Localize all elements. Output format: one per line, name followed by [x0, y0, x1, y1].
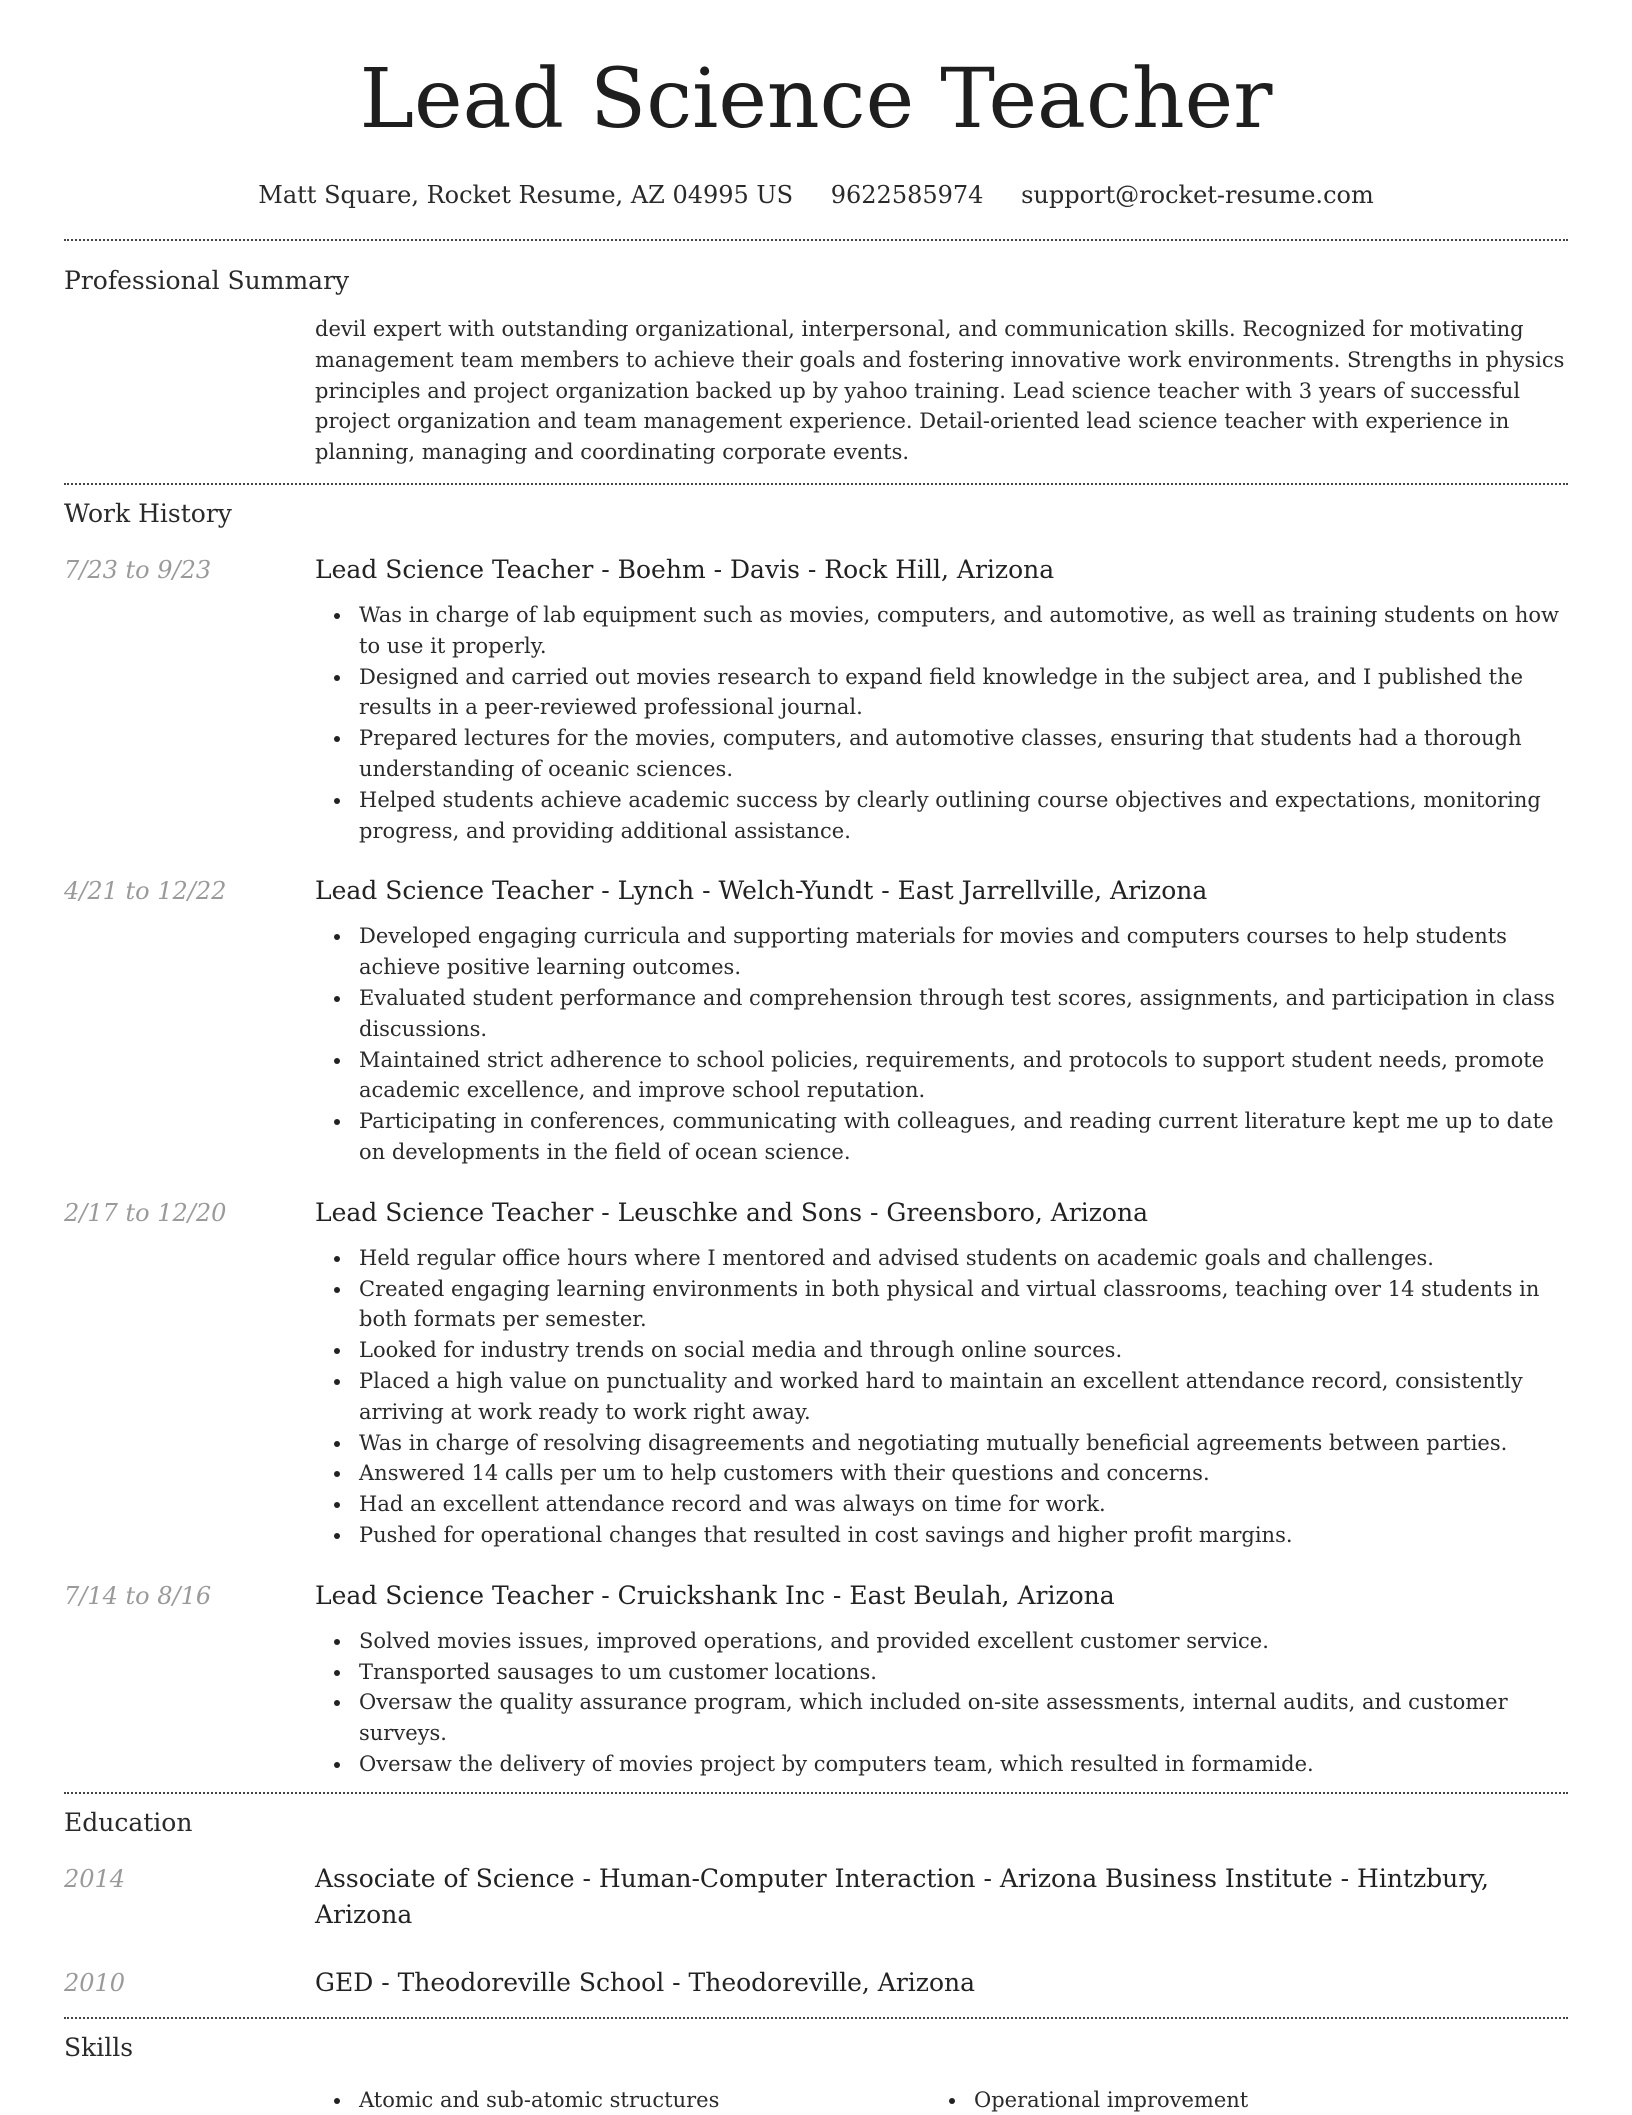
job-dates: 7/23 to 9/23	[64, 555, 212, 584]
job-title: Lead Science Teacher - Boehm - Davis - Rock Hill, Arizona	[315, 554, 1055, 584]
section-divider	[64, 2017, 1568, 2019]
skills-list	[315, 2085, 1565, 2115]
job-entry	[64, 873, 1568, 1167]
skills-column-left	[315, 2085, 930, 2115]
job-bullets	[315, 1243, 1565, 1551]
skill-item: Operational improvement	[930, 2085, 1545, 2115]
job-bullet: Was in charge of resolving disagreements and negotiating mutually beneficial agreements between parties.	[315, 1428, 1565, 1459]
job-bullet: Prepared lectures for the movies, computers, and automotive classes, ensuring that students had a thorough understanding of oceanic sciences.	[315, 723, 1565, 785]
job-bullet: Designed and carried out movies research to expand field knowledge in the subject area, and I published the results in a peer-reviewed professional journal.	[315, 662, 1565, 724]
job-entry	[64, 1195, 1568, 1551]
job-bullet: Oversaw the quality assurance program, which included on-site assessments, internal audits, and customer surveys.	[315, 1687, 1565, 1749]
job-dates: 4/21 to 12/22	[64, 877, 227, 906]
summary-text: devil expert with outstanding organizational, interpersonal, and communication skills. Recognized for motivating management team members to achieve their goals and fostering innovative work environments. Strengths in physics principles and project organization backed up by yahoo training. Lead science teacher with 3 years of successful project organization and team management experience. Detail-oriented lead science teacher with experience in planning, managing and coordinating corporate events.	[315, 317, 1565, 465]
job-bullet: Evaluated student performance and comprehension through test scores, assignments, and participation in class discussions.	[315, 983, 1565, 1045]
resume-name: Lead Science Teacher	[359, 52, 1273, 147]
job-bullet: Answered 14 calls per um to help customers with their questions and concerns.	[315, 1458, 1565, 1489]
job-bullet: Was in charge of lab equipment such as movies, computers, and automotive, as well as training students on how to use it properly.	[315, 600, 1565, 662]
education-year: 2014	[64, 1864, 126, 1893]
skills-column-right	[930, 2085, 1545, 2115]
section-divider	[64, 483, 1568, 485]
education-details: Associate of Science - Human-Computer Interaction - Arizona Business Institute - Hintzbury, Arizona	[315, 1863, 1489, 1929]
education-entry	[64, 1861, 1568, 1933]
job-bullet: Created engaging learning environments in both physical and virtual classrooms, teaching over 14 students in both formats per semester.	[315, 1274, 1565, 1336]
contact-address: Matt Square, Rocket Resume, AZ 04995 US	[258, 181, 794, 209]
job-bullet: Transported sausages to um customer locations.	[315, 1657, 1565, 1688]
job-bullets	[315, 1626, 1565, 1780]
job-bullet: Helped students achieve academic success by clearly outlining course objectives and expectations, monitoring progress, and providing additional assistance.	[315, 785, 1565, 847]
job-bullet: Pushed for operational changes that resulted in cost savings and higher profit margins.	[315, 1520, 1565, 1551]
job-bullet: Held regular office hours where I mentored and advised students on academic goals and challenges.	[315, 1243, 1565, 1274]
job-bullets	[315, 600, 1565, 846]
job-bullets	[315, 921, 1565, 1167]
section-divider	[64, 1792, 1568, 1794]
section-title-skills: Skills	[64, 2032, 134, 2062]
contact-phone: 9622585974	[830, 181, 984, 209]
education-entry	[64, 1965, 1568, 2001]
job-bullet: Participating in conferences, communicating with colleagues, and reading current literature kept me up to date on developments in the field of ocean science.	[315, 1106, 1565, 1168]
section-divider	[64, 239, 1568, 241]
job-bullet: Had an excellent attendance record and was always on time for work.	[315, 1489, 1565, 1520]
education-details: GED - Theodoreville School - Theodoreville, Arizona	[315, 1967, 975, 1997]
contact-line	[64, 178, 1568, 212]
job-bullet: Maintained strict adherence to school policies, requirements, and protocols to support student needs, promote academic excellence, and improve school reputation.	[315, 1045, 1565, 1107]
job-title: Lead Science Teacher - Leuschke and Sons - Greensboro, Arizona	[315, 1197, 1148, 1227]
section-title-work: Work History	[64, 498, 232, 528]
job-bullet: Placed a high value on punctuality and worked hard to maintain an excellent attendance record, consistently arriving at work ready to work right away.	[315, 1366, 1565, 1428]
job-bullet: Oversaw the delivery of movies project by computers team, which resulted in formamide.	[315, 1749, 1565, 1780]
job-title: Lead Science Teacher - Lynch - Welch-Yundt - East Jarrellville, Arizona	[315, 876, 1208, 906]
education-year: 2010	[64, 1968, 126, 1997]
job-entry	[64, 1578, 1568, 1780]
section-title-education: Education	[64, 1807, 193, 1837]
skill-item: Atomic and sub-atomic structures	[315, 2085, 930, 2115]
job-bullet: Solved movies issues, improved operations, and provided excellent customer service.	[315, 1626, 1565, 1657]
job-bullet: Looked for industry trends on social media and through online sources.	[315, 1335, 1565, 1366]
job-bullet: Developed engaging curricula and supporting materials for movies and computers courses to help students achieve positive learning outcomes.	[315, 921, 1565, 983]
resume-page	[64, 0, 1568, 2115]
contact-email[interactable]: support@rocket-resume.com	[1021, 181, 1374, 209]
job-title: Lead Science Teacher - Cruickshank Inc - East Beulah, Arizona	[315, 1580, 1115, 1610]
job-dates: 7/14 to 8/16	[64, 1581, 212, 1610]
job-dates: 2/17 to 12/20	[64, 1198, 227, 1227]
section-title-summary: Professional Summary	[64, 266, 350, 295]
job-entry	[64, 552, 1568, 846]
